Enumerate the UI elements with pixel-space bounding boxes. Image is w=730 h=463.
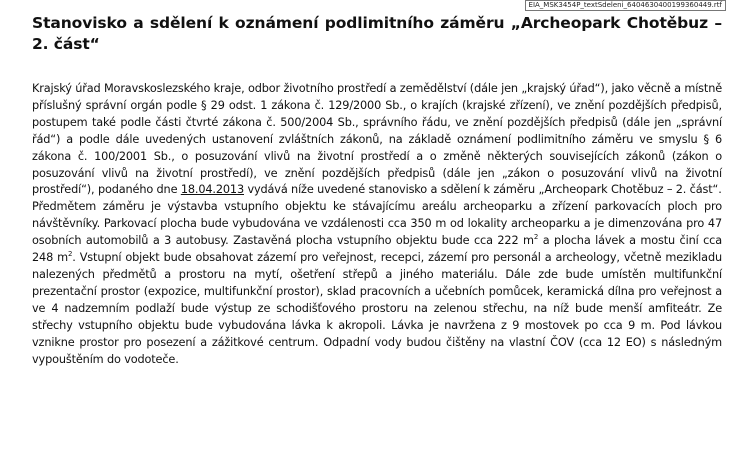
submission-date: 18.04.2013 <box>180 183 244 197</box>
intro-text-before-date: Krajský úřad Moravskoslezského kraje, odbor životního prostředí a zemědělství (dále jen „krajský úřad“), jako věcně a místně příslušný správní orgán podle § 29 odst. 1 zákona č. 129/2000 Sb., o krajích (krajské zřízení), ve znění pozdějších předpisů, postupem také podle části čtvrté zákona č. 500/2004 Sb., správního řádu, ve znění pozdějších předpisů (dále jen „správní řád“) a podle dále uvedených ustanovení zvláštních zákonů, na základě oznámení podlimitního záměru ve smyslu § 6 zákona č. 100/2001 Sb., o posuzování vlivů na životní prostředí a o změně některých souvisejících zákonů (zákon o posuzování vlivů na životní prostředí), ve znění pozdějších předpisů (dále jen „zákon o posuzování vlivů na životní prostředí“), podaného dne <box>32 82 723 197</box>
intro-text-after-date: vydává níže uvedené stanovisko a sdělení k záměru „Archeopark Chotěbuz – 2. část“. <box>244 183 722 197</box>
document-title: Stanovisko a sdělení k oznámení podlimitního záměru „Archeopark Chotěbuz – 2. část“ <box>32 14 722 53</box>
description-part-3: . Vstupní objekt bude obsahovat zázemí pro veřejnost, recepci, zázemí pro personál a archeology, včetně mezikladu nalezených předmětů a prostoru na mytí, ošetření střepů a jiného materiálu. Dále zde bude umístěn multifunkční prezentační prostor (expozice, multifunkční prostor), sklad pracovních a učebních pomůcek, keramická dílna pro veřejnost a ve 4 nadzemním podlaží bude výstup ze schodišťového prostoru na zelenou střechu, na níž bude menší amfiteátr. Ze střechy vstupního objektu bude vybudována lávka k akropoli. Lávka je navržena z 9 mostovek po cca 9 m. Pod lávkou vznikne prostor pro posezení a zážitkové centrum. Odpadní vody budou čištěny na vlastní ČOV (cca 12 EO) s následným vypouštěním do vodoteče. <box>32 251 722 366</box>
description-part-1: Předmětem záměru je výstavba vstupního objektu ke stávajícímu areálu archeoparku a zřízení parkovacích ploch pro návštěvníky. Parkovací plocha bude vybudována ve vzdálenosti cca 350 m od lokality archeoparku a je dimenzována pro 47 osobních automobilů a 3 autobusy. Zastavěná plocha vstupního objektu bude cca 222 m <box>32 200 722 248</box>
description-part-2: a plocha lávek a mostu činí cca 248 m <box>32 234 722 265</box>
intro-paragraph <box>32 81 722 199</box>
superscript-2: 2 <box>67 250 73 259</box>
document-page <box>32 13 722 368</box>
file-name-label: EIA_MSK3454P_textSdeleni_6404630400199360449.rtf <box>525 0 726 11</box>
project-description-paragraph <box>32 199 722 368</box>
superscript-2: 2 <box>533 233 539 242</box>
